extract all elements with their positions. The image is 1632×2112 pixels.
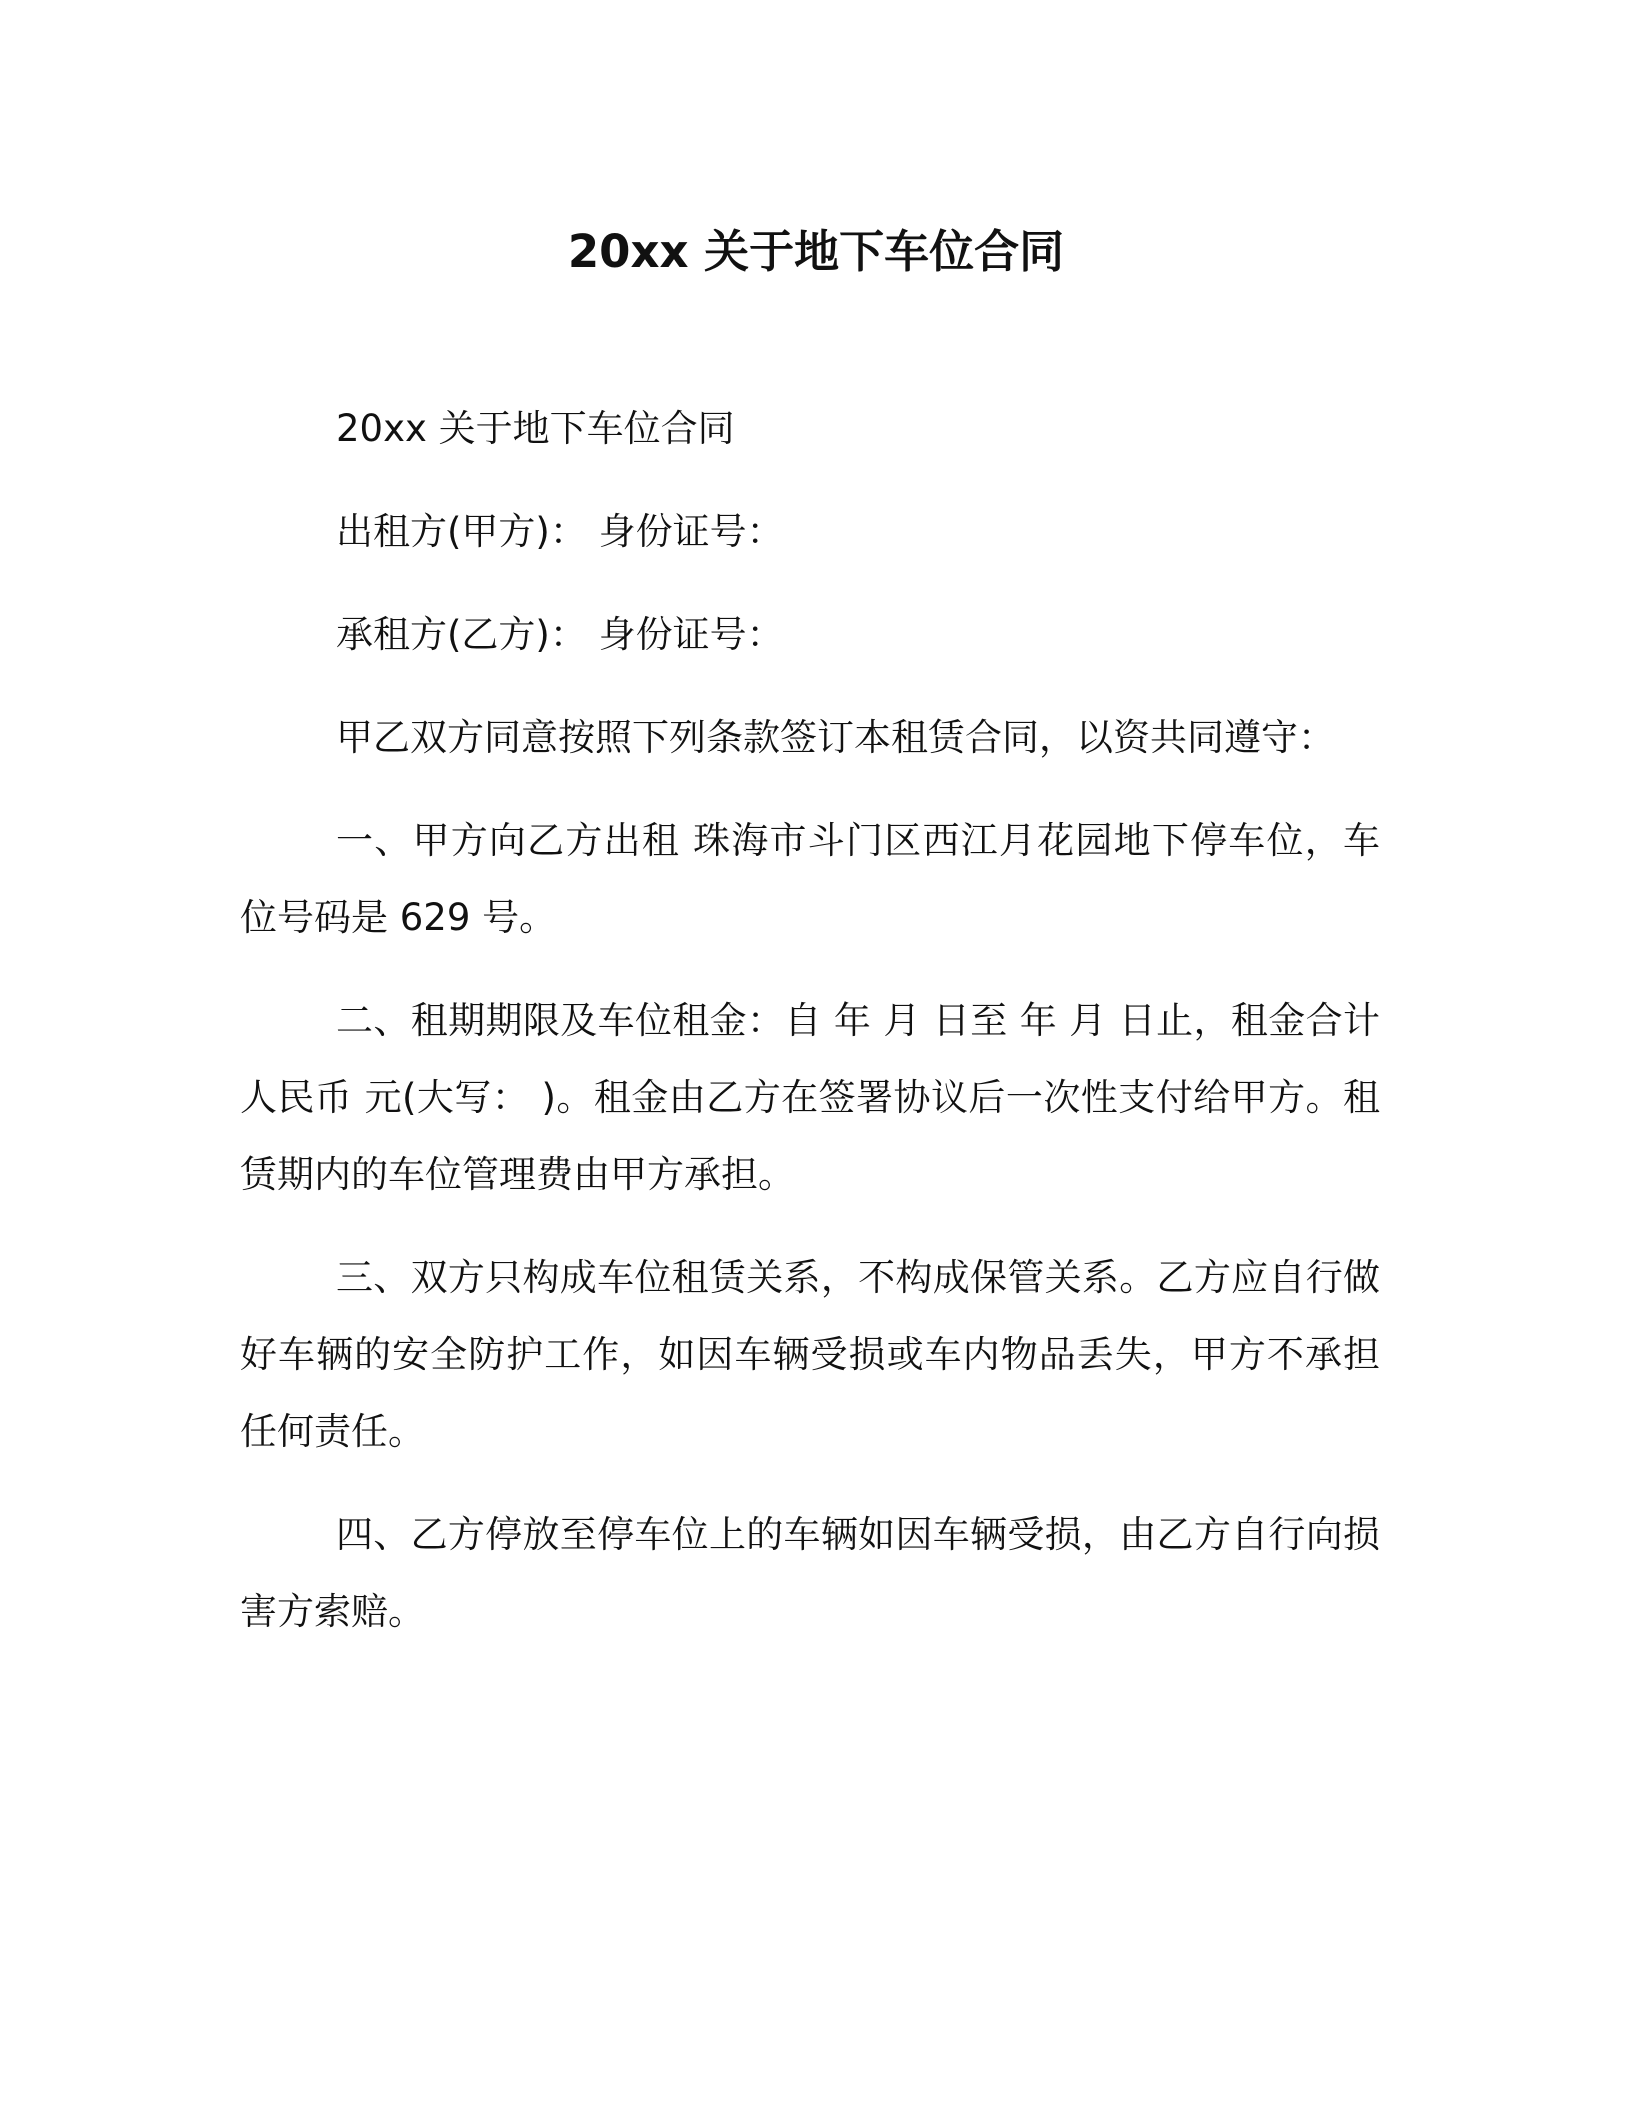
paragraph-lessor: 出租方(甲方)： 身份证号： <box>336 510 784 553</box>
paragraph-clause-1: 一、甲方向乙方出租 珠海市斗门区西江月花园地下停车位，车位号码是 629 号。 <box>240 819 1380 939</box>
paragraph-lessee: 承租方(乙方)： 身份证号： <box>336 613 784 656</box>
paragraph-agreement-intro: 甲乙双方同意按照下列条款签订本租赁合同，以资共同遵守： <box>336 716 1335 759</box>
paragraph-subtitle: 20xx 关于地下车位合同 <box>336 407 735 450</box>
document-body <box>240 390 1380 1676</box>
paragraph-clause-3: 三、双方只构成车位租赁关系，不构成保管关系。乙方应自行做好车辆的安全防护工作，如因车辆受损或车内物品丢失，甲方不承担任何责任。 <box>240 1256 1380 1453</box>
paragraph-clause-4: 四、乙方停放至停车位上的车辆如因车辆受损，由乙方自行向损害方索赔。 <box>240 1513 1380 1633</box>
paragraph-clause-2: 二、租期期限及车位租金：自 年 月 日至 年 月 日止，租金合计人民币 元(大写： )。租金由乙方在签署协议后一次性支付给甲方。租赁期内的车位管理费由甲方承担。 <box>240 999 1380 1196</box>
document-title: 20xx 关于地下车位合同 <box>567 225 1065 278</box>
